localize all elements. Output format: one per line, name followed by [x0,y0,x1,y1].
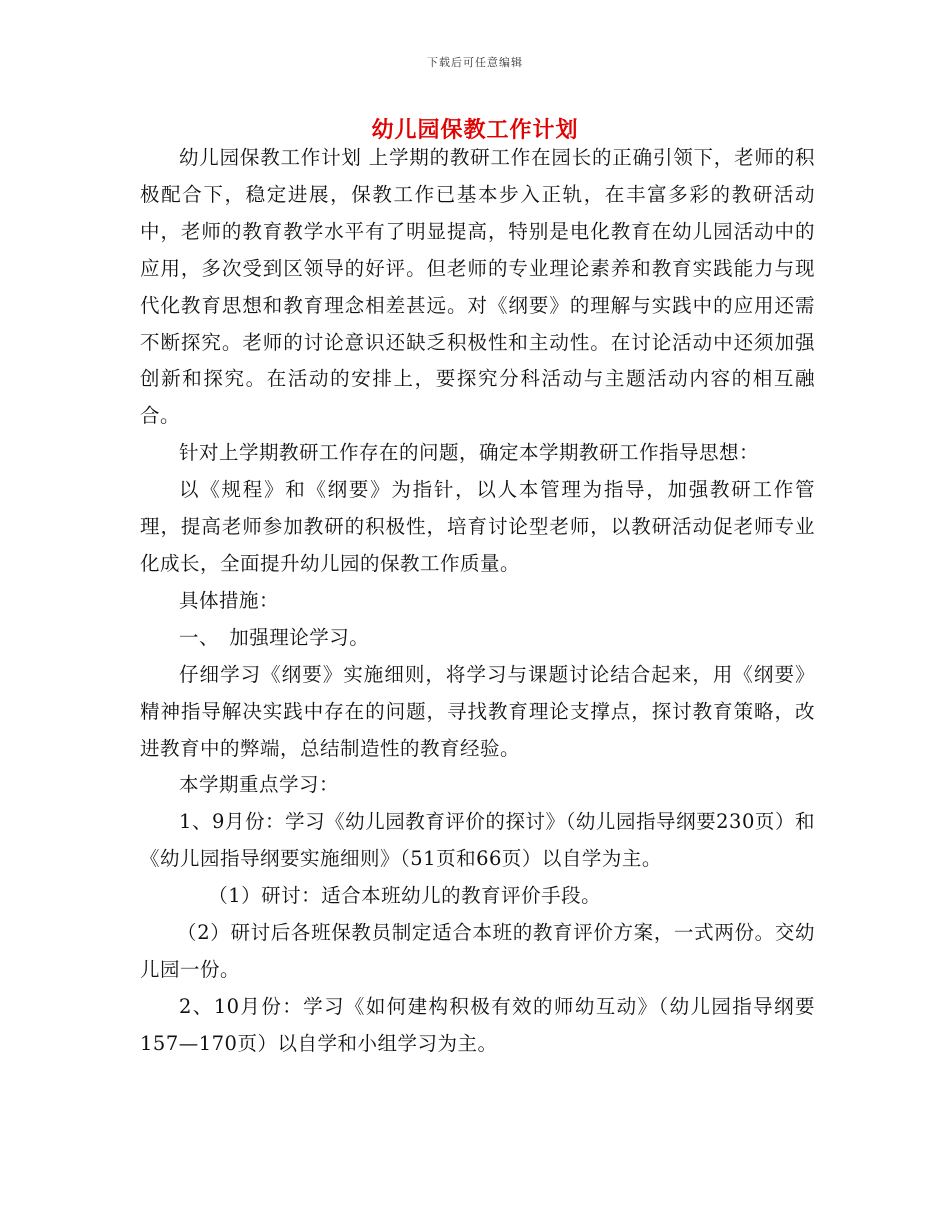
paragraph-key-study: 本学期重点学习： [179,773,340,797]
document-body [140,140,815,1063]
paragraph-guideline: 以《规程》和《纲要》为指针，以人本管理为指导，加强教研工作管理，提高老师参加教研的积极性，培育讨论型老师，以教研活动促老师专业化成长，全面提升幼儿园的保教工作质量。 [140,478,815,575]
paragraph-study: 仔细学习《纲要》实施细则，将学习与课题讨论结合起来，用《纲要》精神指导解决实践中存在的问题，寻找教育理论支撑点，探讨教育策略，改进教育中的弊端，总结制造性的教育经验。 [140,662,815,760]
paragraph-september: 1、9月份：学习《幼儿园教育评价的探讨》（幼儿园指导纲要230页）和《幼儿园指导纲要实施细则》（51页和66页）以自学为主。 [140,810,815,871]
paragraph-intro: 幼儿园保教工作计划 上学期的教研工作在园长的正确引领下，老师的积极配合下，稳定进展，保教工作已基本步入正轨，在丰富多彩的教研活动中，老师的教育教学水平有了明显提高，特别是电化教育在幼儿园活动中的应用，多次受到区领导的好评。但老师的专业理论素养和教育实践能力与现代化教育思想和教育理念相差甚远。对《纲要》的理解与实践中的应用还需不断探究。老师的讨论意识还缺乏积极性和主动性。在讨论活动中还须加强创新和探究。在活动的安排上，要探究分科活动与主题活动内容的相互融合。 [140,146,815,428]
header-note: 下载后可任意编辑 [427,56,523,69]
paragraph-september-item-2: （2）研讨后各班保教员制定适合本班的教育评价方案，一式两份。交幼儿园一份。 [140,921,815,981]
paragraph-september-item-1: （1）研讨：适合本班幼儿的教育评价手段。 [208,884,602,908]
paragraph-october: 2、10月份：学习《如何建构积极有效的师幼互动》（幼儿园指导纲要157—170页）以自学和小组学习为主。 [140,994,815,1055]
paragraph-section-one: 一、 加强理论学习。 [179,625,370,649]
document-title: 幼儿园保教工作计划 [371,117,579,143]
paragraph-measures-heading: 具体措施： [179,588,280,612]
paragraph-problem: 针对上学期教研工作存在的问题，确定本学期教研工作指导思想： [179,441,760,465]
